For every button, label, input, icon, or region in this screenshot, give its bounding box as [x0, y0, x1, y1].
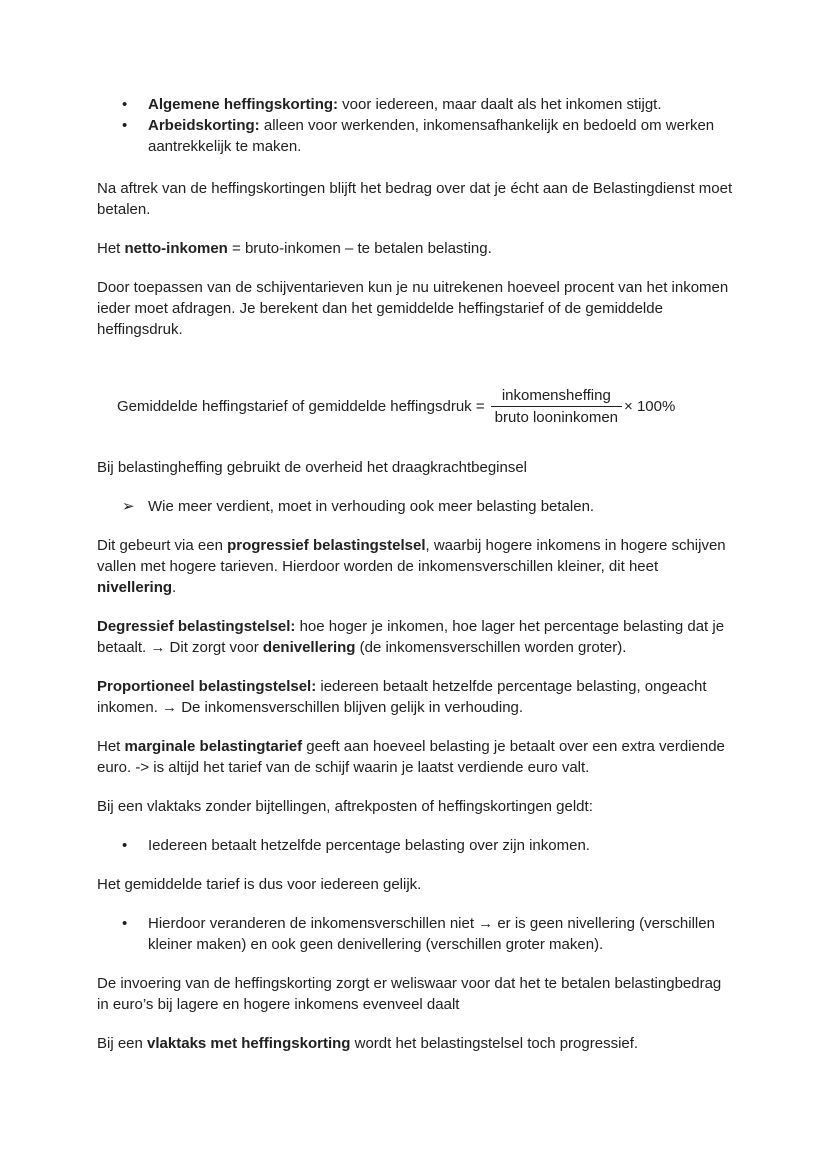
paragraph-progressief [97, 535, 733, 598]
bullet-icon: • [122, 915, 128, 932]
bold-term: Algemene heffingskorting: [148, 96, 339, 113]
arrow-bullet-icon: ➢ [122, 498, 135, 515]
paragraph-vlaktaks-met-heffingskorting [97, 1033, 733, 1054]
text-segment: voor iedereen, maar daalt als het inkomen stijgt. [338, 96, 662, 113]
bullet-text: Wie meer verdient, moet in verhouding ook meer belasting betalen. [148, 498, 595, 515]
text-segment: (de inkomensverschillen worden groter). [355, 639, 627, 656]
intro-bullet-list [97, 94, 733, 157]
text-segment: Het [97, 240, 125, 257]
document-content [97, 94, 733, 1072]
bold-term: denivellering [262, 639, 356, 656]
paragraph-draagkrachtbeginsel: Bij belastingheffing gebruikt de overheid het draagkrachtbeginsel [97, 459, 528, 476]
bold-term: Proportioneel belastingstelsel: [97, 678, 317, 695]
paragraph-degressief [97, 616, 733, 658]
paragraph-vlaktaks-zonder: Bij een vlaktaks zonder bijtellingen, aftrekposten of heffingskortingen geldt: [97, 798, 593, 815]
text-segment: hoe hoger je inkomen, hoe lager het percentage belasting dat je betaalt. → Dit zorgt voor [97, 618, 725, 656]
text-segment: wordt het belastingstelsel toch progressief. [350, 1035, 639, 1052]
list-item-hierdoor [122, 913, 733, 955]
bold-term: vlaktaks met heffingskorting [147, 1035, 351, 1052]
formula-suffix: × 100% [624, 398, 676, 415]
paragraph-netto-inkomen [97, 238, 733, 259]
bold-term: Arbeidskorting: [148, 117, 260, 134]
text-segment: = bruto-inkomen – te betalen belasting. [227, 240, 492, 257]
paragraph-door-toepassen: Door toepassen van de schijventarieven kun je nu uitrekenen hoeveel procent van het inkomen ieder moet afdragen. Je berekent dan het gemiddelde heffingstarief of de gemiddelde heffingsdruk. [97, 279, 729, 338]
list-item-arbeidskorting [122, 115, 733, 157]
paragraph-marginaal-tarief [97, 736, 733, 778]
bullet-text [148, 115, 733, 157]
bullet-text [148, 94, 733, 115]
bold-term: nivellering [97, 579, 173, 596]
bullet-text: Iedereen betaalt hetzelfde percentage belasting over zijn inkomen. [148, 837, 590, 854]
bold-term: progressief belastingstelsel [227, 537, 426, 554]
formula-gemiddelde-heffingsdruk [117, 386, 733, 427]
fraction-denominator: bruto looninkomen [494, 409, 619, 426]
paragraph-invoering-heffingskorting: De invoering van de heffingskorting zorgt er weliswaar voor dat het te betalen belastingbedrag in euro’s bij lagere en hogere inkomens evenveel daalt [97, 975, 722, 1013]
text-segment: Het [97, 738, 125, 755]
text-segment: alleen voor werkenden, inkomensafhankelijk en bedoeld om werken aantrekkelijk te maken. [148, 117, 715, 155]
arrow-list-item [122, 496, 733, 517]
bold-term: Degressief belastingstelsel: [97, 618, 296, 635]
fraction [491, 386, 622, 427]
list-item-algemene-heffingskorting [122, 94, 733, 115]
text-segment: Bij een [97, 1035, 148, 1052]
bullet-icon: • [122, 837, 128, 854]
bullet-icon: • [122, 96, 128, 113]
bold-term: netto-inkomen [124, 240, 228, 257]
paragraph-na-aftrek: Na aftrek van de heffingskortingen blijft het bedrag over dat je écht aan de Belastingdienst moet betalen. [97, 180, 733, 218]
bullet-icon: • [122, 117, 128, 134]
list-item-iedereen [122, 835, 733, 856]
text-segment: , waarbij hogere inkomens in hogere schijven vallen met hogere tarieven. Hierdoor worden de inkomensverschillen kleiner, dit heet [97, 537, 726, 575]
bullet-text: Hierdoor veranderen de inkomensverschillen niet → er is geen nivellering (verschillen kleiner maken) en ook geen denivellering (verschillen groter maken). [148, 915, 715, 953]
formula-label: Gemiddelde heffingstarief of gemiddelde heffingsdruk = [117, 398, 485, 415]
paragraph-proportioneel [97, 676, 733, 718]
bold-term: marginale belastingtarief [124, 738, 303, 755]
text-segment: . [172, 579, 177, 596]
text-segment: iedereen betaalt hetzelfde percentage belasting, ongeacht inkomen. → De inkomensverschillen blijven gelijk in verhouding. [97, 678, 707, 716]
text-segment: geeft aan hoeveel belasting je betaalt over een extra verdiende euro. -> is altijd het tarief van de schijf waarin je laatst verdiende euro valt. [97, 738, 725, 776]
paragraph-gemiddeld-gelijk: Het gemiddelde tarief is dus voor iedereen gelijk. [97, 876, 422, 893]
text-segment: Dit gebeurt via een [97, 537, 228, 554]
fraction-numerator: inkomensheffing [491, 386, 622, 407]
